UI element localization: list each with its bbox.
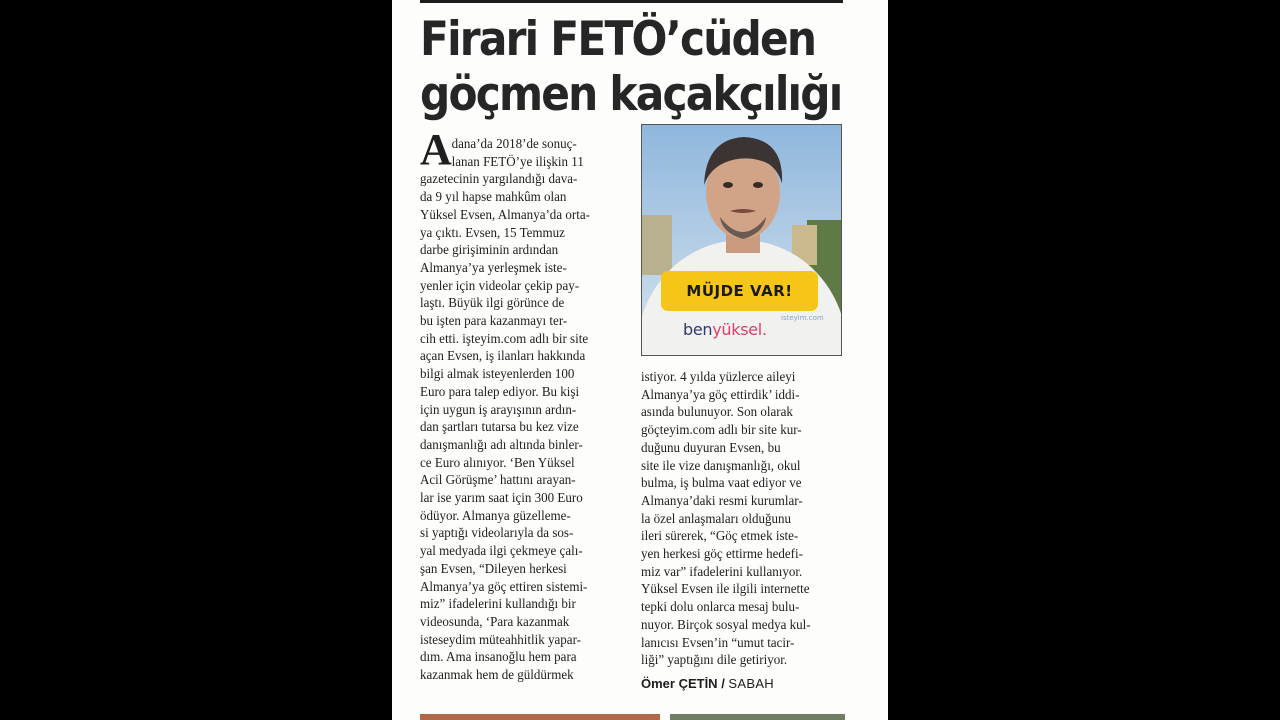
article-text-line: asında bulunuyor. Son olarak <box>641 405 793 421</box>
article-text-line: da 9 yıl hapse mahkûm olan <box>420 190 567 206</box>
next-photo-edge-right <box>670 714 845 720</box>
article-text-line: Yüksel Evsen ile ilgili internette <box>641 582 810 598</box>
headline <box>420 12 842 122</box>
shirt-logo-ben: ben <box>683 320 713 339</box>
headline-line-1: Firari FETÖ’cüden <box>420 12 816 67</box>
byline-source: SABAH <box>728 676 774 691</box>
article-text-line: yenler için videolar çekip pay- <box>420 278 580 294</box>
byline <box>641 676 774 691</box>
article-text-line: Almanya’daki resmi kurumlar- <box>641 493 803 509</box>
article-text-line: ya çıktı. Evsen, 15 Temmuz <box>420 225 565 241</box>
article-text-line: yal medyada ilgi çekmeye çalı- <box>420 544 583 560</box>
article-text-line: duğunu duyuran Evsen, bu <box>641 440 781 456</box>
shirt-logo-yuksel: yüksel. <box>712 320 767 339</box>
article-text-line: isteseydim müteahhitlik yapar- <box>420 632 582 648</box>
article-text-line: si yaptığı videolarıyla da sos- <box>420 526 574 542</box>
article-text-line: Almanya’ya yerleşmek iste- <box>420 260 567 276</box>
article-text-line: Acil Görüşme’ hattını arayan- <box>420 473 576 489</box>
article-text-line: istiyor. 4 yılda yüzlerce aileyi <box>641 370 796 385</box>
article-text-line: lanıcısı Evsen’in “umut tacir- <box>641 635 795 651</box>
article-text-line: Almanya’ya göç ettirdik’ iddi- <box>641 387 800 403</box>
byline-author: Ömer ÇETİN <box>641 676 718 691</box>
article-text-line: ce Euro alınıyor. ‘Ben Yüksel <box>420 455 575 471</box>
article-column-left <box>420 136 642 685</box>
article-text-line: cih etti. işteyim.com adlı bir site <box>420 331 589 347</box>
article-text-line: şan Evsen, “Dileyen herkesi <box>420 561 567 577</box>
article-text-line: dana’da 2018’de sonuç- <box>451 137 577 152</box>
article-text-line: açan Evsen, iş ilanları hakkında <box>420 349 586 365</box>
article-text-line: miz” ifadelerini kullandığı bir <box>420 597 576 613</box>
next-photo-edge-left <box>420 714 660 720</box>
headline-line-2: göçmen kaçakçılığı <box>420 67 842 122</box>
article-text-line: ileri sürerek, “Göç etmek iste- <box>641 529 799 545</box>
newspaper-clipping <box>392 0 888 720</box>
promo-banner: MÜJDE VAR! <box>661 271 818 311</box>
article-text-line: darbe girişiminin ardından <box>420 243 559 259</box>
article-text-line: kazanmak hem de güldürmek <box>420 668 574 684</box>
article-text-line: Yüksel Evsen, Almanya’da orta- <box>420 207 590 223</box>
article-text-line: gazetecinin yargılandığı dava- <box>420 172 578 188</box>
site-watermark: isteyim.com <box>781 314 824 322</box>
article-text-line: bulma, iş bulma vaat ediyor ve <box>641 476 802 492</box>
article-text-line: videosunda, ‘Para kazanmak <box>420 614 570 630</box>
article-text-line: için uygun iş arayışının ardın- <box>420 402 577 418</box>
article-text-line: danışmanlığı adı altında binler- <box>420 437 583 453</box>
article-photo <box>641 124 842 356</box>
top-rule <box>420 0 843 3</box>
article-text-line: dım. Ama insanoğlu hem para <box>420 650 577 666</box>
drop-cap: A <box>420 125 452 174</box>
article-text-line: miz var” ifadelerini kullanıyor. <box>641 564 803 580</box>
article-text-line: yen herkesi göç ettirme hedefi- <box>641 547 803 563</box>
article-text-line: la özel anlaşmaları olduğunu <box>641 511 792 527</box>
article-text-line: Euro para talep ediyor. Bu kişi <box>420 384 580 400</box>
byline-separator: / <box>717 676 729 691</box>
article-text-line: dan şartları tutarsa bu kez vize <box>420 420 579 436</box>
article-text-line: bilgi almak isteyenlerden 100 <box>420 367 575 383</box>
article-text-line: ödüyor. Almanya güzelleme- <box>420 508 571 524</box>
article-text-line: laştı. Büyük ilgi görünce de <box>420 296 565 312</box>
article-column-right <box>641 369 847 670</box>
article-text-line: nuyor. Birçok sosyal medya kul- <box>641 617 811 633</box>
article-text-line: site ile vize danışmanlığı, okul <box>641 458 801 474</box>
article-text-line: lar ise yarım saat için 300 Euro <box>420 491 583 507</box>
article-text-line: tepki dolu onlarca mesaj bulu- <box>641 600 800 616</box>
article-text-line: liği” yaptığını dile getiriyor. <box>641 653 788 669</box>
shirt-logo <box>683 320 767 339</box>
article-text-line: göçteyim.com adlı bir site kur- <box>641 423 802 439</box>
article-text-line: bu işten para kazanmayı ter- <box>420 314 568 330</box>
article-text-line: Almanya’ya göç ettiren sistemi- <box>420 579 588 595</box>
article-text-line: lanan FETÖ’ye ilişkin 11 <box>451 154 584 170</box>
